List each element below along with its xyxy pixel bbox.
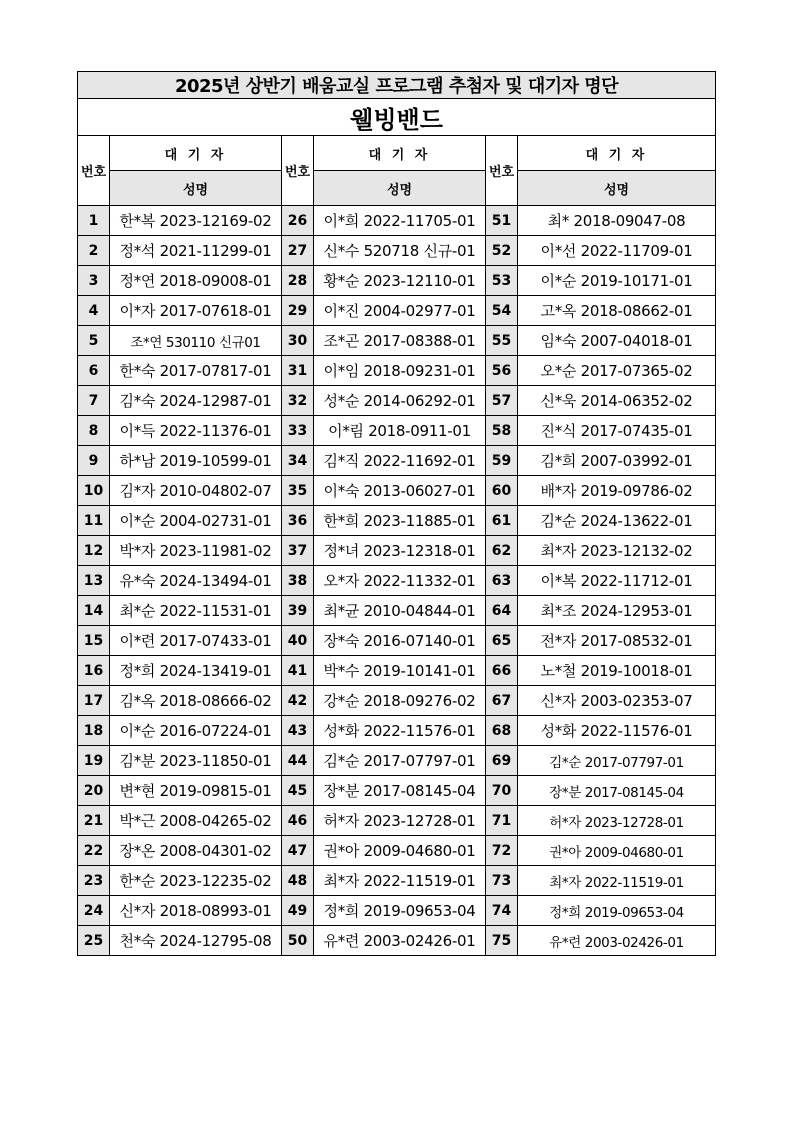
page-title: 2025년 상반기 배움교실 프로그램 추첨자 및 대기자 명단: [78, 72, 716, 99]
entry-number: 53: [486, 266, 518, 296]
entry-number: 13: [78, 566, 110, 596]
entry-name: 신*자 2018-08993-01: [110, 896, 282, 926]
table-row: [78, 296, 716, 326]
entry-number: 67: [486, 686, 518, 716]
entry-name: 한*순 2023-12235-02: [110, 866, 282, 896]
entry-name: 이*련 2017-07433-01: [110, 626, 282, 656]
table-row: [78, 566, 716, 596]
entry-number: 46: [282, 806, 314, 836]
entry-name: 김*자 2010-04802-07: [110, 476, 282, 506]
entry-name: 오*자 2022-11332-01: [314, 566, 486, 596]
table-row: [78, 326, 716, 356]
entry-name: 이*진 2004-02977-01: [314, 296, 486, 326]
table-row: [78, 446, 716, 476]
waitlist-header: 대 기 자: [110, 136, 282, 171]
entry-number: 22: [78, 836, 110, 866]
table-row: [78, 266, 716, 296]
entry-number: 58: [486, 416, 518, 446]
entry-name: 최*조 2024-12953-01: [518, 596, 716, 626]
entry-name: 정*연 2018-09008-01: [110, 266, 282, 296]
entry-number: 29: [282, 296, 314, 326]
entry-number: 69: [486, 746, 518, 776]
entry-name: 한*숙 2017-07817-01: [110, 356, 282, 386]
entry-name: 한*복 2023-12169-02: [110, 206, 282, 236]
entry-name: 진*식 2017-07435-01: [518, 416, 716, 446]
entry-name: 정*녀 2023-12318-01: [314, 536, 486, 566]
entry-name: 정*희 2024-13419-01: [110, 656, 282, 686]
entry-number: 62: [486, 536, 518, 566]
table-row: [78, 236, 716, 266]
table-row: [78, 866, 716, 896]
entry-number: 32: [282, 386, 314, 416]
entry-name: 정*희 2019-09653-04: [314, 896, 486, 926]
entry-name: 이*선 2022-11709-01: [518, 236, 716, 266]
entry-name: 박*근 2008-04265-02: [110, 806, 282, 836]
table-row: [78, 506, 716, 536]
entry-name: 강*순 2018-09276-02: [314, 686, 486, 716]
entry-name: 임*숙 2007-04018-01: [518, 326, 716, 356]
name-header: 성명: [110, 171, 282, 206]
entry-name: 하*남 2019-10599-01: [110, 446, 282, 476]
table-row: [78, 836, 716, 866]
entry-number: 55: [486, 326, 518, 356]
entry-name: 이*복 2022-11712-01: [518, 566, 716, 596]
entry-name: 배*자 2019-09786-02: [518, 476, 716, 506]
entry-number: 15: [78, 626, 110, 656]
entry-number: 66: [486, 656, 518, 686]
table-row: [78, 416, 716, 446]
entry-number: 3: [78, 266, 110, 296]
entry-name: 장*숙 2016-07140-01: [314, 626, 486, 656]
table-row: [78, 386, 716, 416]
entry-number: 6: [78, 356, 110, 386]
table-row: [78, 356, 716, 386]
entry-name: 천*숙 2024-12795-08: [110, 926, 282, 956]
entry-name: 이*순 2004-02731-01: [110, 506, 282, 536]
entry-number: 48: [282, 866, 314, 896]
entry-name: 정*석 2021-11299-01: [110, 236, 282, 266]
entry-number: 54: [486, 296, 518, 326]
entry-name: 장*분 2017-08145-04: [518, 776, 716, 806]
entry-number: 35: [282, 476, 314, 506]
entry-name: 최*자 2022-11519-01: [314, 866, 486, 896]
entry-number: 31: [282, 356, 314, 386]
name-header: 성명: [314, 171, 486, 206]
number-header: 번호: [486, 136, 518, 206]
entry-name: 권*아 2009-04680-01: [518, 836, 716, 866]
entry-number: 27: [282, 236, 314, 266]
entry-name: 최* 2018-09047-08: [518, 206, 716, 236]
entry-number: 51: [486, 206, 518, 236]
entry-number: 49: [282, 896, 314, 926]
entry-name: 유*련 2003-02426-01: [518, 926, 716, 956]
entry-number: 9: [78, 446, 110, 476]
entry-name: 김*순 2024-13622-01: [518, 506, 716, 536]
waitlist-header: 대 기 자: [314, 136, 486, 171]
table-row: [78, 626, 716, 656]
entry-name: 김*직 2022-11692-01: [314, 446, 486, 476]
entry-name: 박*수 2019-10141-01: [314, 656, 486, 686]
entry-number: 23: [78, 866, 110, 896]
entry-number: 52: [486, 236, 518, 266]
entry-number: 44: [282, 746, 314, 776]
entry-number: 37: [282, 536, 314, 566]
entry-number: 64: [486, 596, 518, 626]
entry-number: 11: [78, 506, 110, 536]
entry-name: 이*득 2022-11376-01: [110, 416, 282, 446]
entry-name: 성*화 2022-11576-01: [518, 716, 716, 746]
entry-name: 최*자 2023-12132-02: [518, 536, 716, 566]
entry-number: 19: [78, 746, 110, 776]
entry-number: 14: [78, 596, 110, 626]
table-row: [78, 716, 716, 746]
entry-number: 42: [282, 686, 314, 716]
entry-name: 신*자 2003-02353-07: [518, 686, 716, 716]
entry-name: 신*수 520718 신규-01: [314, 236, 486, 266]
entry-name: 장*분 2017-08145-04: [314, 776, 486, 806]
entry-number: 26: [282, 206, 314, 236]
entry-name: 전*자 2017-08532-01: [518, 626, 716, 656]
entry-number: 34: [282, 446, 314, 476]
entry-name: 김*옥 2018-08666-02: [110, 686, 282, 716]
entry-name: 이*순 2019-10171-01: [518, 266, 716, 296]
name-header: 성명: [518, 171, 716, 206]
entry-name: 김*순 2017-07797-01: [518, 746, 716, 776]
table-row: [78, 926, 716, 956]
entry-name: 최*자 2022-11519-01: [518, 866, 716, 896]
entry-name: 이*숙 2013-06027-01: [314, 476, 486, 506]
entry-name: 변*현 2019-09815-01: [110, 776, 282, 806]
entry-number: 38: [282, 566, 314, 596]
entry-name: 장*온 2008-04301-02: [110, 836, 282, 866]
entry-name: 김*숙 2024-12987-01: [110, 386, 282, 416]
entry-number: 45: [282, 776, 314, 806]
entry-name: 이*림 2018-0911-01: [314, 416, 486, 446]
entry-name: 이*임 2018-09231-01: [314, 356, 486, 386]
entry-number: 71: [486, 806, 518, 836]
entry-name: 김*순 2017-07797-01: [314, 746, 486, 776]
entry-number: 70: [486, 776, 518, 806]
entry-number: 57: [486, 386, 518, 416]
entry-number: 8: [78, 416, 110, 446]
entry-number: 33: [282, 416, 314, 446]
table-row: [78, 746, 716, 776]
table-row: [78, 656, 716, 686]
entry-number: 7: [78, 386, 110, 416]
entry-number: 61: [486, 506, 518, 536]
table-row: [78, 776, 716, 806]
entry-number: 40: [282, 626, 314, 656]
entry-name: 최*순 2022-11531-01: [110, 596, 282, 626]
table-row: [78, 596, 716, 626]
entry-number: 73: [486, 866, 518, 896]
table-row: [78, 206, 716, 236]
program-name: 웰빙밴드: [78, 99, 716, 136]
entry-number: 68: [486, 716, 518, 746]
number-header: 번호: [78, 136, 110, 206]
entry-number: 50: [282, 926, 314, 956]
entry-name: 성*순 2014-06292-01: [314, 386, 486, 416]
entry-name: 정*희 2019-09653-04: [518, 896, 716, 926]
entry-name: 노*철 2019-10018-01: [518, 656, 716, 686]
entry-number: 39: [282, 596, 314, 626]
entry-number: 75: [486, 926, 518, 956]
entry-number: 5: [78, 326, 110, 356]
entry-name: 이*희 2022-11705-01: [314, 206, 486, 236]
entry-name: 이*순 2016-07224-01: [110, 716, 282, 746]
entry-name: 조*곤 2017-08388-01: [314, 326, 486, 356]
entry-name: 고*옥 2018-08662-01: [518, 296, 716, 326]
entry-name: 김*분 2023-11850-01: [110, 746, 282, 776]
entry-name: 오*순 2017-07365-02: [518, 356, 716, 386]
entry-number: 30: [282, 326, 314, 356]
entry-number: 16: [78, 656, 110, 686]
table-row: [78, 536, 716, 566]
entry-number: 2: [78, 236, 110, 266]
entry-number: 12: [78, 536, 110, 566]
entry-number: 41: [282, 656, 314, 686]
entry-name: 최*균 2010-04844-01: [314, 596, 486, 626]
number-header: 번호: [282, 136, 314, 206]
entry-name: 박*자 2023-11981-02: [110, 536, 282, 566]
entry-number: 1: [78, 206, 110, 236]
entry-name: 권*아 2009-04680-01: [314, 836, 486, 866]
entry-name: 김*희 2007-03992-01: [518, 446, 716, 476]
entry-number: 28: [282, 266, 314, 296]
entry-number: 20: [78, 776, 110, 806]
entry-name: 유*숙 2024-13494-01: [110, 566, 282, 596]
entry-number: 10: [78, 476, 110, 506]
entry-number: 24: [78, 896, 110, 926]
entry-number: 17: [78, 686, 110, 716]
entry-name: 황*순 2023-12110-01: [314, 266, 486, 296]
entry-number: 36: [282, 506, 314, 536]
waitlist-table: [77, 71, 716, 956]
entry-number: 18: [78, 716, 110, 746]
entry-name: 성*화 2022-11576-01: [314, 716, 486, 746]
table-row: [78, 806, 716, 836]
entry-number: 56: [486, 356, 518, 386]
entry-number: 47: [282, 836, 314, 866]
table-row: [78, 686, 716, 716]
entry-name: 한*희 2023-11885-01: [314, 506, 486, 536]
entry-number: 74: [486, 896, 518, 926]
table-row: [78, 896, 716, 926]
entry-number: 4: [78, 296, 110, 326]
entry-name: 이*자 2017-07618-01: [110, 296, 282, 326]
entry-number: 43: [282, 716, 314, 746]
entry-number: 63: [486, 566, 518, 596]
entry-number: 65: [486, 626, 518, 656]
entry-name: 허*자 2023-12728-01: [518, 806, 716, 836]
entry-number: 72: [486, 836, 518, 866]
entry-number: 25: [78, 926, 110, 956]
waitlist-header: 대 기 자: [518, 136, 716, 171]
entry-number: 21: [78, 806, 110, 836]
entry-name: 유*련 2003-02426-01: [314, 926, 486, 956]
entry-number: 60: [486, 476, 518, 506]
table-row: [78, 476, 716, 506]
entry-number: 59: [486, 446, 518, 476]
entry-name: 조*연 530110 신규01: [110, 326, 282, 356]
entry-name: 허*자 2023-12728-01: [314, 806, 486, 836]
entry-name: 신*욱 2014-06352-02: [518, 386, 716, 416]
